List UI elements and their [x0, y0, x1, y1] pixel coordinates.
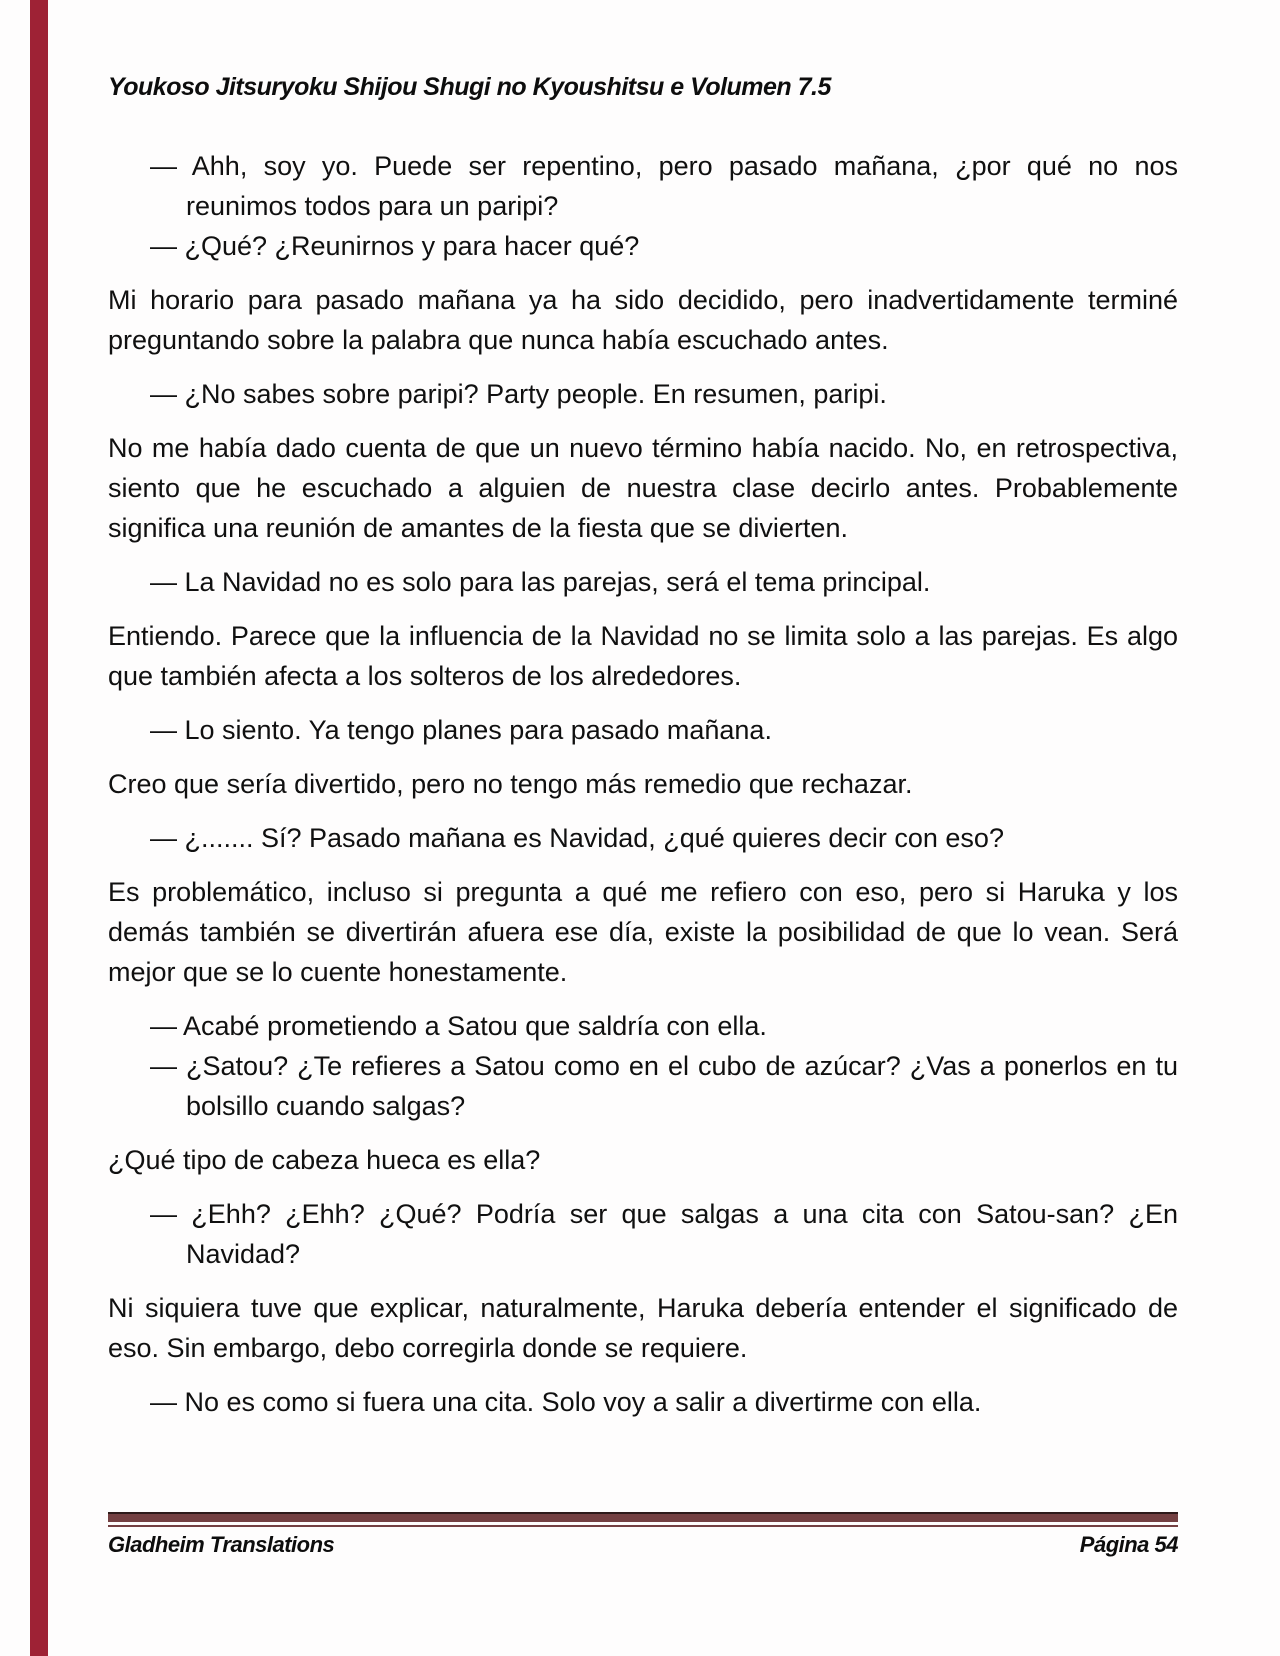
footer-translator: Gladheim Translations: [108, 1532, 335, 1557]
paragraph: Mi horario para pasado mañana ya ha sido decidido, pero inadvertidamente terminé preguntando sobre la palabra que nunca había escuchado antes.: [108, 285, 1178, 355]
paragraph: Es problemático, incluso si pregunta a qué me refiero con eso, pero si Haruka y los demás también se divertirán afuera ese día, existe la posibilidad de que lo vean. Será mejor que se lo cuente honestamente.: [108, 877, 1178, 987]
footer-rule: [108, 1512, 1178, 1527]
paragraph: Ni siquiera tuve que explicar, naturalmente, Haruka debería entender el significado de eso. Sin embargo, debo corregirla donde se requiere.: [108, 1293, 1178, 1363]
dialogue-line: — ¿No sabes sobre paripi? Party people. En resumen, paripi.: [150, 379, 887, 409]
dialogue-group: [108, 710, 1178, 750]
dialogue-line: — ¿Qué? ¿Reunirnos y para hacer qué?: [150, 231, 640, 261]
left-margin-stripe: [30, 0, 48, 1656]
paragraph: No me había dado cuenta de que un nuevo término había nacido. No, en retrospectiva, siento que he escuchado a alguien de nuestra clase decirlo antes. Probablemente significa una reunión de amantes de la fiesta que se divierten.: [108, 433, 1178, 543]
dialogue-group: [108, 1006, 1178, 1126]
dialogue-group: [108, 1194, 1178, 1274]
dialogue-line: — ¿....... Sí? Pasado mañana es Navidad, ¿qué quieres decir con eso?: [150, 823, 1004, 853]
footer-rule-thin: [108, 1525, 1178, 1527]
footer-page-number: Página 54: [1079, 1532, 1178, 1557]
document-title: Youkoso Jitsuryoku Shijou Shugi no Kyoushitsu e Volumen 7.5: [108, 73, 831, 101]
page-footer: [108, 1512, 1178, 1558]
dialogue-line: — ¿Satou? ¿Te refieres a Satou como en el cubo de azúcar? ¿Vas a ponerlos en tu bolsillo cuando salgas?: [150, 1051, 1178, 1121]
dialogue-line: — La Navidad no es solo para las parejas, será el tema principal.: [150, 567, 931, 597]
dialogue-group: [108, 146, 1178, 266]
dialogue-group: [108, 1382, 1178, 1422]
dialogue-line: — ¿Ehh? ¿Ehh? ¿Qué? Podría ser que salgas a una cita con Satou-san? ¿En Navidad?: [150, 1199, 1178, 1269]
document-content: [108, 72, 1178, 1436]
document-body: [108, 146, 1178, 1422]
dialogue-line: — No es como si fuera una cita. Solo voy a salir a divertirme con ella.: [150, 1387, 982, 1417]
dialogue-group: [108, 562, 1178, 602]
footer-rule-thick: [108, 1512, 1178, 1522]
paragraph: ¿Qué tipo de cabeza hueca es ella?: [108, 1145, 541, 1175]
paragraph: Creo que sería divertido, pero no tengo más remedio que rechazar.: [108, 769, 913, 799]
paragraph: Entiendo. Parece que la influencia de la Navidad no se limita solo a las parejas. Es algo que también afecta a los solteros de los alrededores.: [108, 621, 1178, 691]
dialogue-line: — Lo siento. Ya tengo planes para pasado mañana.: [150, 715, 772, 745]
dialogue-line: — Acabé prometiendo a Satou que saldría con ella.: [150, 1011, 767, 1041]
dialogue-group: [108, 818, 1178, 858]
footer-row: [108, 1532, 1178, 1558]
dialogue-line: — Ahh, soy yo. Puede ser repentino, pero pasado mañana, ¿por qué no nos reunimos todos para un paripi?: [150, 151, 1178, 221]
dialogue-group: [108, 374, 1178, 414]
